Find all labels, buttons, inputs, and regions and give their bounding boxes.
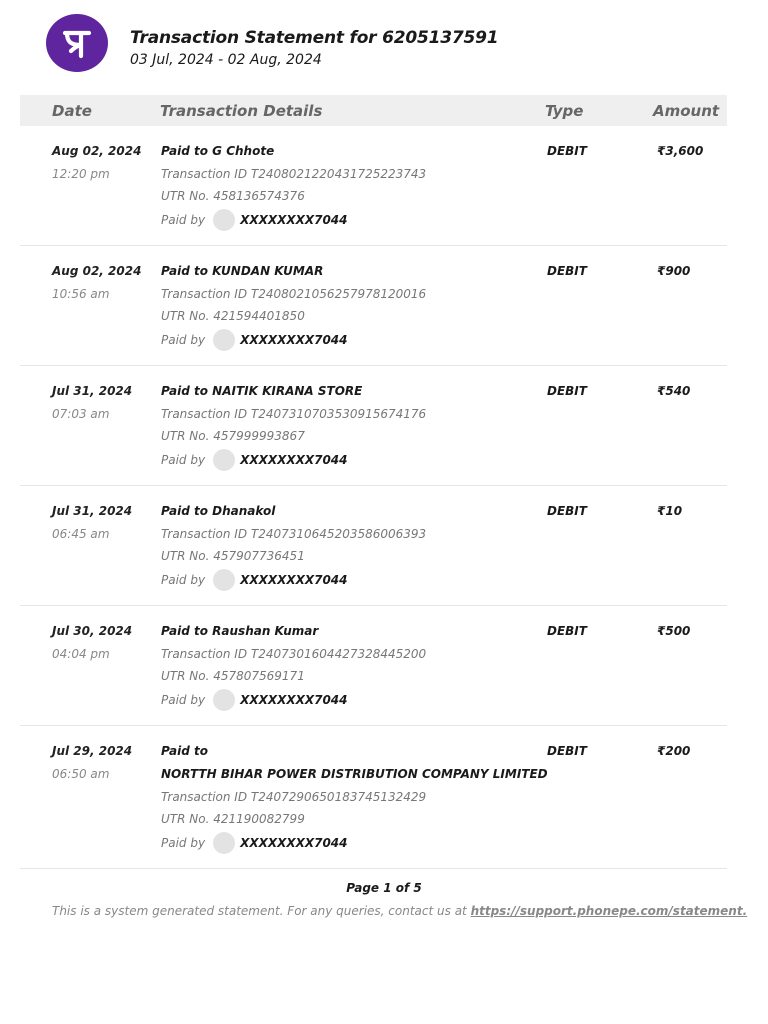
transaction-amount: ₹3,600 — [657, 144, 704, 158]
transaction-date: Jul 29, 2024 — [52, 744, 133, 758]
utr-number: UTR No. 458136574376 — [161, 189, 305, 203]
bank-avatar-icon — [213, 569, 235, 591]
paid-by — [161, 689, 348, 711]
table-row — [20, 726, 727, 869]
paid-by-label: Paid by — [161, 453, 206, 467]
transaction-time: 10:56 am — [52, 287, 110, 301]
transaction-amount: ₹540 — [657, 384, 691, 398]
paid-by — [161, 832, 348, 854]
payee-name-line-2: NORTTH BIHAR POWER DISTRIBUTION COMPANY LIMITED — [161, 767, 548, 781]
utr-number: UTR No. 421190082799 — [161, 812, 305, 826]
transaction-date: Jul 30, 2024 — [52, 624, 133, 638]
payee-name: Paid to G Chhote — [161, 144, 275, 158]
utr-number: UTR No. 457807569171 — [161, 669, 305, 683]
bank-avatar-icon — [213, 689, 235, 711]
paid-by — [161, 569, 348, 591]
footer-note-text: This is a system generated statement. For any queries, contact us at — [52, 904, 471, 918]
transaction-id: Transaction ID T2407290650183745132429 — [161, 790, 427, 804]
column-header-type: Type — [545, 102, 584, 120]
footer-note — [52, 904, 747, 918]
paid-by-label: Paid by — [161, 693, 206, 707]
transaction-type: DEBIT — [547, 264, 587, 278]
transaction-id: Transaction ID T2408021056257978120016 — [161, 287, 427, 301]
transaction-id: Transaction ID T2407310703530915674176 — [161, 407, 427, 421]
account-number: XXXXXXXX7044 — [240, 213, 348, 227]
transaction-type: DEBIT — [547, 504, 587, 518]
payee-name: Paid to Raushan Kumar — [161, 624, 319, 638]
page-number: Page 1 of 5 — [346, 881, 422, 895]
transaction-id: Transaction ID T2408021220431725223743 — [161, 167, 427, 181]
account-number: XXXXXXXX7044 — [240, 836, 348, 850]
paid-by — [161, 329, 348, 351]
table-row — [20, 126, 727, 246]
column-header-amount: Amount — [653, 102, 720, 120]
transaction-time: 12:20 pm — [52, 167, 110, 181]
table-header — [20, 95, 727, 126]
table-row — [20, 246, 727, 366]
phonepe-logo — [46, 14, 108, 72]
transaction-time: 06:45 am — [52, 527, 110, 541]
payee-name: Paid to — [161, 744, 208, 758]
transaction-date: Aug 02, 2024 — [52, 264, 142, 278]
transaction-amount: ₹10 — [657, 504, 683, 518]
transaction-time: 06:50 am — [52, 767, 110, 781]
account-number: XXXXXXXX7044 — [240, 453, 348, 467]
transaction-date: Jul 31, 2024 — [52, 504, 133, 518]
transaction-type: DEBIT — [547, 144, 587, 158]
bank-avatar-icon — [213, 832, 235, 854]
utr-number: UTR No. 457907736451 — [161, 549, 305, 563]
account-number: XXXXXXXX7044 — [240, 333, 348, 347]
transaction-amount: ₹900 — [657, 264, 691, 278]
table-row — [20, 486, 727, 606]
payee-name: Paid to KUNDAN KUMAR — [161, 264, 324, 278]
transaction-amount: ₹200 — [657, 744, 691, 758]
table-row — [20, 366, 727, 486]
account-number: XXXXXXXX7044 — [240, 573, 348, 587]
column-header-date: Date — [52, 102, 92, 120]
utr-number: UTR No. 421594401850 — [161, 309, 305, 323]
transaction-time: 07:03 am — [52, 407, 110, 421]
transaction-type: DEBIT — [547, 624, 587, 638]
transaction-amount: ₹500 — [657, 624, 691, 638]
paid-by-label: Paid by — [161, 333, 206, 347]
paid-by-label: Paid by — [161, 573, 206, 587]
transaction-id: Transaction ID T2407301604427328445200 — [161, 647, 427, 661]
transaction-id: Transaction ID T2407310645203586006393 — [161, 527, 427, 541]
transaction-time: 04:04 pm — [52, 647, 110, 661]
transaction-type: DEBIT — [547, 744, 587, 758]
bank-avatar-icon — [213, 209, 235, 231]
transaction-type: DEBIT — [547, 384, 587, 398]
column-header-details: Transaction Details — [160, 102, 323, 120]
bank-avatar-icon — [213, 329, 235, 351]
paid-by — [161, 449, 348, 471]
table-row — [20, 606, 727, 726]
payee-name: Paid to NAITIK KIRANA STORE — [161, 384, 363, 398]
account-number: XXXXXXXX7044 — [240, 693, 348, 707]
payee-name: Paid to Dhanakol — [161, 504, 276, 518]
row-divider — [20, 868, 727, 869]
utr-number: UTR No. 457999993867 — [161, 429, 305, 443]
paid-by-label: Paid by — [161, 213, 206, 227]
transaction-date: Jul 31, 2024 — [52, 384, 133, 398]
statement-date-range: 03 Jul, 2024 - 02 Aug, 2024 — [130, 52, 322, 68]
statement-title: Transaction Statement for 6205137591 — [130, 28, 499, 48]
support-link[interactable]: https://support.phonepe.com/statement. — [470, 904, 748, 918]
phonepe-logo-icon — [57, 23, 97, 63]
transaction-date: Aug 02, 2024 — [52, 144, 142, 158]
bank-avatar-icon — [213, 449, 235, 471]
paid-by-label: Paid by — [161, 836, 206, 850]
paid-by — [161, 209, 348, 231]
